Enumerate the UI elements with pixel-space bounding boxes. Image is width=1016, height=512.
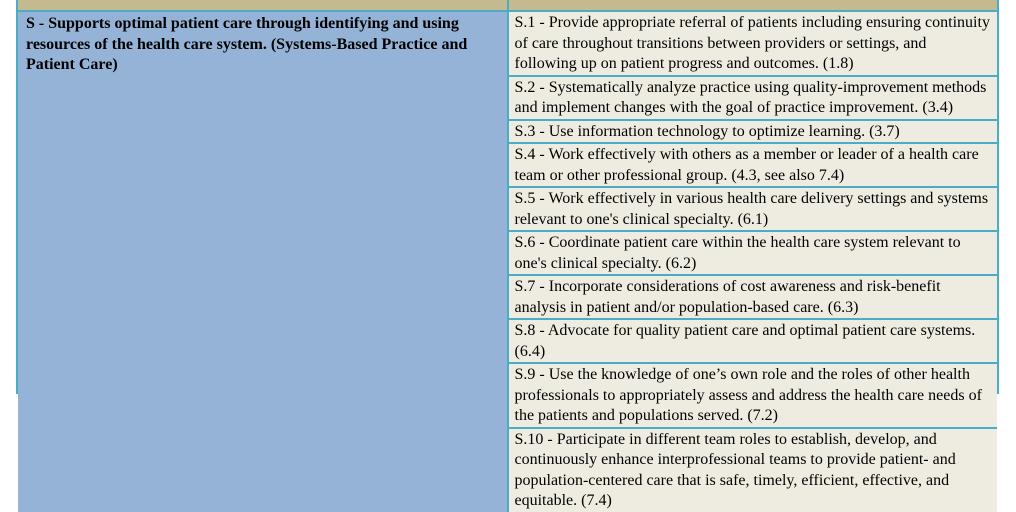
objective-separator: -: [535, 278, 549, 295]
objective-text: Systematically analyze practice using quality-improvement methods and implement changes with the goal of practice improvement. (3.4): [514, 78, 987, 116]
objective-list: [509, 12, 998, 512]
objective-item: [509, 12, 998, 77]
objective-text: Work effectively with others as a member or leader of a health care team or other professional group. (4.3, see also 7.4): [514, 146, 979, 184]
objective-code: S.7: [514, 278, 536, 295]
objective-text: Work effectively in various health care delivery settings and systems relevant to one's clinical specialty. (6.1): [514, 190, 989, 228]
objective-item: [509, 188, 998, 232]
competency-heading: S - Supports optimal patient care through identifying and using resources of the health care system. (Systems-Based Practice and Patient Care): [26, 15, 468, 73]
objective-text: Use the knowledge of one’s own role and the roles of other health professionals to appropriately assess and address the health care needs of the patients and populations served. (7.2): [514, 366, 982, 424]
objective-code: S.5: [514, 190, 536, 207]
objective-separator: -: [535, 190, 549, 207]
competency-table-grid: [18, 0, 997, 512]
objective-text: Provide appropriate referral of patients including ensuring continuity of care throughout transitions between providers or settings, and following up on patient progress and outcomes. (1.8): [514, 14, 990, 72]
objective-separator: -: [543, 430, 557, 448]
objective-item: [509, 232, 998, 276]
competency-heading-cell: [18, 11, 508, 512]
objective-item: [509, 77, 998, 121]
table-body-row: [18, 11, 997, 512]
objective-code: S.2: [514, 78, 536, 96]
objective-code: S.1: [514, 14, 536, 31]
objective-code: S.8: [514, 322, 536, 339]
objective-item: [509, 276, 998, 320]
header-cell-left: [18, 0, 508, 11]
competency-table: [16, 0, 999, 509]
objective-code: S.6: [514, 234, 536, 251]
objective-separator: -: [535, 122, 549, 140]
objective-code: S.4: [514, 146, 536, 163]
objective-code: S.9: [514, 366, 536, 383]
objective-code: S.10: [514, 430, 544, 448]
objective-code: S.3: [514, 122, 536, 140]
table-header-row: [18, 0, 997, 11]
objective-separator: -: [535, 146, 549, 163]
objective-item: [509, 121, 998, 145]
objective-separator: -: [535, 78, 549, 96]
objective-separator: -: [535, 322, 548, 339]
objective-separator: -: [535, 234, 549, 251]
objective-item: [509, 429, 998, 512]
objective-text: Participate in different team roles to establish, develop, and continuously enhance interprofessional teams to provide patient- and population-centered care that is safe, timely, efficient, effective, and equitable. (7.4): [514, 430, 956, 509]
header-cell-right: [508, 0, 998, 11]
objective-separator: -: [535, 366, 549, 383]
objective-item: [509, 320, 998, 364]
objective-text: Use information technology to optimize learning. (3.7): [548, 122, 900, 140]
objective-item: [509, 364, 998, 429]
objective-item: [509, 144, 998, 188]
objective-separator: -: [535, 14, 549, 31]
objective-text: Coordinate patient care within the health care system relevant to one's clinical specialty. (6.2): [514, 234, 961, 272]
objectives-cell: [508, 11, 998, 512]
objective-text: Incorporate considerations of cost awareness and risk-benefit analysis in patient and/or population-based care. (6.3): [514, 278, 941, 316]
objective-text: Advocate for quality patient care and optimal patient care systems. (6.4): [514, 322, 976, 360]
